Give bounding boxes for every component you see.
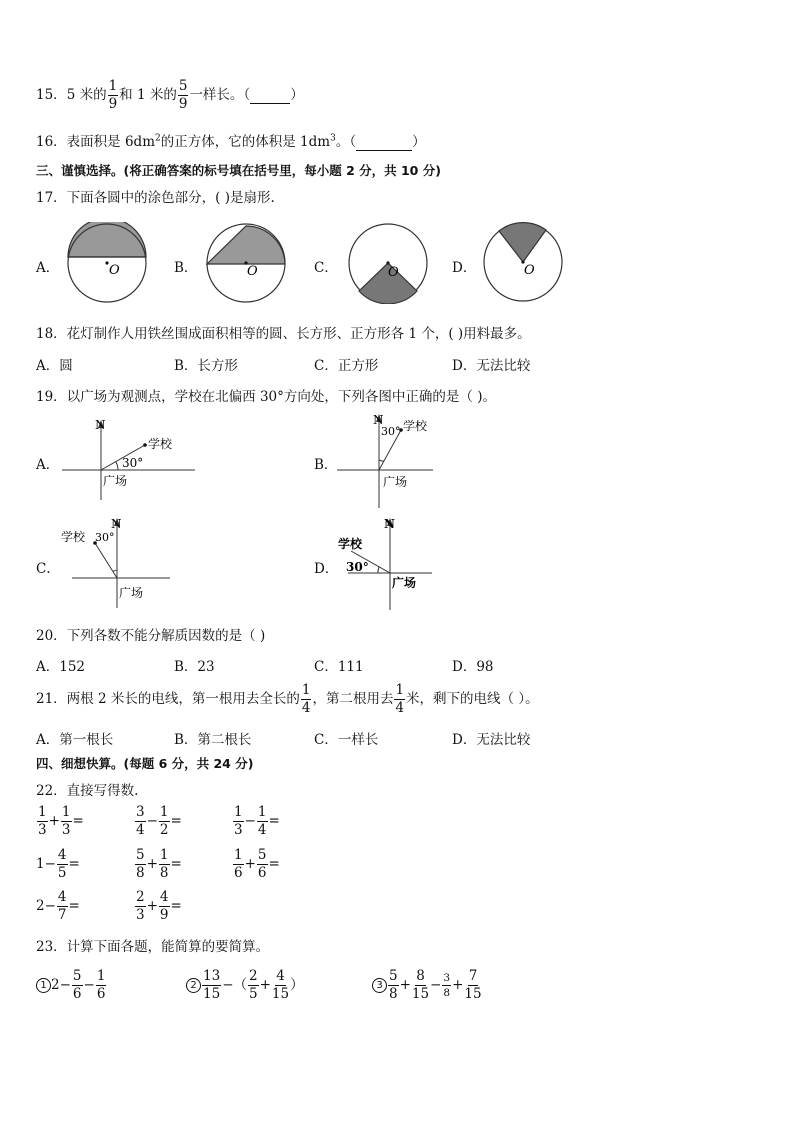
q19-a-school: 学校 bbox=[148, 437, 173, 451]
q22-num: 1 bbox=[159, 804, 169, 820]
q16-text-3: 。 bbox=[335, 134, 350, 150]
q22-den: 6 bbox=[257, 864, 267, 881]
q19-d-school: 学校 bbox=[338, 537, 363, 551]
q15-paren-open: （ bbox=[243, 87, 251, 103]
q23-c3-fraction-1 bbox=[388, 970, 399, 1001]
q16-sup-2: 3 bbox=[330, 133, 336, 144]
q23-c3-op2: − bbox=[430, 977, 442, 993]
q22-num: 1 bbox=[257, 804, 267, 820]
q22-den: 3 bbox=[136, 906, 145, 923]
q23-c3-op3: + bbox=[452, 977, 464, 993]
q22-den: 3 bbox=[38, 821, 47, 838]
q22-operator: + bbox=[48, 813, 60, 829]
q19-label-b: B． bbox=[314, 457, 338, 473]
q15-paren-close: ） bbox=[290, 87, 304, 103]
q17-circle-c bbox=[345, 222, 431, 304]
q22-equals: = bbox=[68, 898, 80, 914]
q15-f1-den: 9 bbox=[108, 95, 118, 112]
q21-fraction-2 bbox=[394, 684, 405, 715]
q19-c-school: 学校 bbox=[61, 530, 86, 544]
q19-d-square: 广场 bbox=[392, 576, 417, 590]
q22-operator: − bbox=[44, 856, 56, 872]
q22-fraction-a bbox=[135, 891, 146, 922]
q22-fraction-b bbox=[257, 849, 268, 880]
q19-b-north: N bbox=[373, 413, 384, 427]
q23-c3-fraction-2 bbox=[412, 970, 429, 1001]
q22-den: 8 bbox=[136, 864, 145, 881]
q22-equals: = bbox=[72, 813, 84, 829]
q19-label-c: C． bbox=[36, 561, 60, 577]
q22-item bbox=[36, 806, 84, 837]
q22-operator: + bbox=[244, 856, 256, 872]
q23-c2-f3-num: 4 bbox=[276, 968, 285, 984]
q22-item bbox=[134, 806, 182, 837]
q17-a-center-label: O bbox=[109, 263, 120, 278]
q23-c2-f1-num: 13 bbox=[203, 968, 221, 984]
q19-d-north: N bbox=[384, 517, 395, 531]
q19-a-angle: 30° bbox=[122, 456, 144, 470]
q22-fraction-a bbox=[233, 849, 244, 880]
q16-paren-open: （ bbox=[349, 134, 357, 150]
q22-num: 1 bbox=[38, 804, 47, 820]
q22-operator: + bbox=[146, 898, 158, 914]
q19-c-square: 广场 bbox=[119, 586, 144, 600]
q22-den: 4 bbox=[136, 821, 145, 838]
q23-c2-lparen: （ bbox=[233, 977, 247, 993]
q23-c3-f2-den: 15 bbox=[411, 985, 430, 1002]
q19-c-north: N bbox=[111, 517, 122, 531]
question-15 bbox=[36, 80, 304, 111]
q22-num: 3 bbox=[136, 804, 145, 820]
q23-c3-f3-den: 8 bbox=[443, 986, 451, 999]
q15-f2-den: 9 bbox=[178, 95, 188, 112]
section-4-title: 四、细想快算。(每题 6 分，共 24 分) bbox=[36, 756, 254, 771]
question-16 bbox=[36, 130, 426, 151]
q15-answer-blank[interactable] bbox=[250, 87, 290, 104]
q22-fraction-b bbox=[57, 849, 68, 880]
q15-text-pre: 5 米的 bbox=[66, 87, 107, 103]
q23-calc-1 bbox=[36, 970, 107, 1001]
q16-answer-blank[interactable] bbox=[356, 134, 412, 151]
q23-c2-f2-num: 2 bbox=[249, 968, 258, 984]
q19-a-north: N bbox=[95, 418, 106, 432]
q18-text: 18．花灯制作人用铁丝围成面积相等的圆、长方形、正方形各 1 个，( )用料最多。 bbox=[36, 326, 531, 342]
q22-den: 3 bbox=[61, 821, 71, 838]
q17-b-center-label: O bbox=[247, 264, 258, 279]
q21-option-d[interactable]: D．无法比较 bbox=[452, 732, 531, 748]
q23-c1-f1-num: 5 bbox=[72, 968, 82, 984]
q17-circle-a bbox=[64, 222, 150, 304]
q21-option-b[interactable]: B．第二根长 bbox=[174, 732, 252, 748]
q21-text-pre: 21．两根 2 米长的电线，第一根用去全长的 bbox=[36, 691, 300, 707]
q23-c1-fraction-1 bbox=[72, 970, 83, 1001]
q18-option-a[interactable]: A．圆 bbox=[36, 358, 73, 374]
q22-equals: = bbox=[68, 856, 80, 872]
q22-equals: = bbox=[268, 813, 280, 829]
q23-c1-f2-num: 1 bbox=[96, 968, 106, 984]
q22-num: 1 bbox=[61, 804, 71, 820]
q22-den: 5 bbox=[57, 864, 67, 881]
q22-item bbox=[232, 849, 280, 880]
q22-num: 4 bbox=[159, 889, 169, 905]
q23-c1-f1-den: 6 bbox=[72, 985, 82, 1002]
q19-diagram-c bbox=[58, 514, 178, 609]
q23-c3-fraction-3 bbox=[442, 973, 451, 998]
q22-item bbox=[36, 891, 80, 922]
q22-operator: + bbox=[146, 856, 158, 872]
q15-fraction-1 bbox=[108, 80, 119, 111]
q22-den: 6 bbox=[234, 864, 243, 881]
q17-label-b: B． bbox=[174, 260, 198, 276]
q23-calc-2-mark: 2 bbox=[186, 978, 201, 993]
q17-circle-d bbox=[480, 220, 566, 302]
q22-whole-a: 2 bbox=[36, 898, 45, 914]
q18-option-d[interactable]: D．无法比较 bbox=[452, 358, 531, 374]
q22-fraction-a bbox=[37, 806, 48, 837]
q18-option-c[interactable]: C．正方形 bbox=[314, 358, 379, 374]
q22-den: 9 bbox=[159, 906, 169, 923]
q22-num: 1 bbox=[234, 804, 243, 820]
q22-whole-a: 1 bbox=[36, 856, 45, 872]
q19-a-square: 广场 bbox=[103, 474, 128, 488]
q23-c1-op2: − bbox=[83, 977, 95, 993]
q17-label-a: A． bbox=[36, 260, 60, 276]
q23-c2-fraction-3 bbox=[272, 970, 289, 1001]
q22-num: 2 bbox=[136, 889, 145, 905]
q22-equals: = bbox=[268, 856, 280, 872]
q22-den: 3 bbox=[234, 821, 243, 838]
q23-c1-fraction-2 bbox=[96, 970, 107, 1001]
q22-fraction-a bbox=[135, 849, 146, 880]
q23-c3-f1-den: 8 bbox=[389, 985, 398, 1002]
q16-paren-close: ） bbox=[412, 134, 426, 150]
q22-fraction-a bbox=[135, 806, 146, 837]
q22-fraction-b bbox=[257, 806, 268, 837]
q20-option-c[interactable]: C．111 bbox=[314, 659, 364, 675]
q23-c2-fraction-1 bbox=[202, 970, 221, 1001]
q22-text: 22．直接写得数. bbox=[36, 783, 139, 799]
q22-operator: − bbox=[44, 898, 56, 914]
q23-c3-f2-num: 8 bbox=[416, 968, 425, 984]
q19-b-school: 学校 bbox=[403, 419, 428, 433]
q17-label-c: C． bbox=[314, 260, 338, 276]
q19-d-angle: 30° bbox=[346, 560, 369, 574]
q22-fraction-b bbox=[159, 806, 170, 837]
q22-num: 1 bbox=[159, 847, 169, 863]
q23-c3-f4-den: 15 bbox=[464, 985, 482, 1002]
q23-c2-op2: + bbox=[259, 977, 271, 993]
q21-text-mid: ，第二根用去 bbox=[312, 691, 394, 707]
q21-fraction-1 bbox=[301, 684, 312, 715]
q23-text: 23．计算下面各题，能简算的要简算。 bbox=[36, 939, 270, 955]
q23-c1-op1: − bbox=[59, 977, 71, 993]
q21-f2-den: 4 bbox=[395, 699, 405, 716]
q22-operator: − bbox=[146, 813, 158, 829]
q22-den: 8 bbox=[159, 864, 169, 881]
q16-text-2: 的正方体，它的体积是 1dm bbox=[160, 134, 331, 150]
q21-f1-num: 1 bbox=[301, 682, 311, 698]
q19-label-a: A． bbox=[36, 457, 60, 473]
q23-c2-fraction-2 bbox=[248, 970, 259, 1001]
q21-f2-num: 1 bbox=[395, 682, 405, 698]
q22-den: 4 bbox=[257, 821, 267, 838]
q22-equals: = bbox=[170, 813, 182, 829]
q22-operator: − bbox=[244, 813, 256, 829]
q23-calc-1-mark: 1 bbox=[36, 978, 51, 993]
q22-equals: = bbox=[170, 898, 182, 914]
q22-num: 4 bbox=[57, 889, 67, 905]
q22-item bbox=[134, 849, 182, 880]
q17-text: 17．下面各圆中的涂色部分，( )是扇形. bbox=[36, 190, 275, 206]
q23-c3-op1: + bbox=[399, 977, 411, 993]
q19-diagram-b bbox=[335, 410, 455, 510]
q22-num: 4 bbox=[57, 847, 67, 863]
q21-text-post: 米，剩下的电线（ ）。 bbox=[406, 691, 539, 707]
q17-c-center-label: O bbox=[388, 265, 399, 280]
q22-equals: = bbox=[170, 856, 182, 872]
q22-item bbox=[134, 891, 182, 922]
q23-c3-f3-num: 3 bbox=[443, 972, 451, 984]
section-3-title: 三、谨慎选择。(将正确答案的标号填在括号里，每小题 2 分，共 10 分) bbox=[36, 163, 441, 178]
q15-f2-num: 5 bbox=[178, 78, 188, 94]
q15-f1-num: 1 bbox=[108, 78, 118, 94]
q22-fraction-b bbox=[57, 891, 68, 922]
q16-sup-1: 2 bbox=[155, 133, 161, 144]
q22-den: 7 bbox=[57, 906, 67, 923]
q22-num: 5 bbox=[136, 847, 145, 863]
q15-fraction-2 bbox=[178, 80, 189, 111]
q23-c1-lead: 2 bbox=[51, 977, 60, 993]
q22-fraction-a bbox=[233, 806, 244, 837]
q23-calc-3 bbox=[372, 970, 483, 1001]
q20-option-d[interactable]: D．98 bbox=[452, 659, 494, 675]
q15-text-mid: 和 1 米的 bbox=[119, 87, 177, 103]
q23-c1-f2-den: 6 bbox=[96, 985, 106, 1002]
q20-text: 20．下列各数不能分解质因数的是（ ) bbox=[36, 628, 266, 644]
q22-item bbox=[36, 849, 80, 880]
q23-c2-f2-den: 5 bbox=[249, 985, 258, 1002]
q15-text-post: 一样长。 bbox=[189, 87, 244, 103]
q20-option-a[interactable]: A．152 bbox=[36, 659, 86, 675]
q22-fraction-b bbox=[159, 891, 170, 922]
q19-b-angle: 30° bbox=[381, 425, 401, 438]
q23-calc-2 bbox=[186, 970, 304, 1001]
q19-label-d: D． bbox=[314, 561, 339, 577]
q23-c3-fraction-4 bbox=[464, 970, 481, 1001]
q18-option-b[interactable]: B．长方形 bbox=[174, 358, 238, 374]
q22-den: 2 bbox=[159, 821, 169, 838]
q17-d-center-label: O bbox=[524, 263, 535, 278]
q20-option-b[interactable]: B．23 bbox=[174, 659, 215, 675]
q22-fraction-b bbox=[159, 849, 170, 880]
q19-b-square: 广场 bbox=[383, 475, 408, 489]
q23-c2-f3-den: 15 bbox=[271, 985, 290, 1002]
q23-c3-f1-num: 5 bbox=[389, 968, 398, 984]
q22-fraction-b bbox=[61, 806, 72, 837]
q23-calc-3-mark: 3 bbox=[372, 978, 387, 993]
q22-num: 5 bbox=[257, 847, 267, 863]
q21-option-a[interactable]: A．第一根长 bbox=[36, 732, 114, 748]
q23-c2-op1: − bbox=[222, 977, 234, 993]
q17-label-d: D． bbox=[452, 260, 477, 276]
q19-diagram-d bbox=[334, 514, 454, 614]
q23-c3-f4-num: 7 bbox=[468, 968, 478, 984]
q21-option-c[interactable]: C．一样长 bbox=[314, 732, 379, 748]
q23-c2-f1-den: 15 bbox=[203, 985, 221, 1002]
q16-text-1: 16．表面积是 6dm bbox=[36, 134, 156, 150]
q19-text: 19．以广场为观测点，学校在北偏西 30°方向处，下列各图中正确的是（ )。 bbox=[36, 389, 496, 405]
q23-c2-rparen: ） bbox=[290, 977, 304, 993]
q19-diagram-a bbox=[60, 414, 200, 504]
q19-c-angle: 30° bbox=[95, 531, 115, 544]
q21-f1-den: 4 bbox=[301, 699, 311, 716]
q22-num: 1 bbox=[234, 847, 243, 863]
q15-number: 15． bbox=[36, 87, 67, 103]
q22-item bbox=[232, 806, 280, 837]
question-21 bbox=[36, 684, 539, 715]
q17-circle-b bbox=[203, 222, 289, 304]
